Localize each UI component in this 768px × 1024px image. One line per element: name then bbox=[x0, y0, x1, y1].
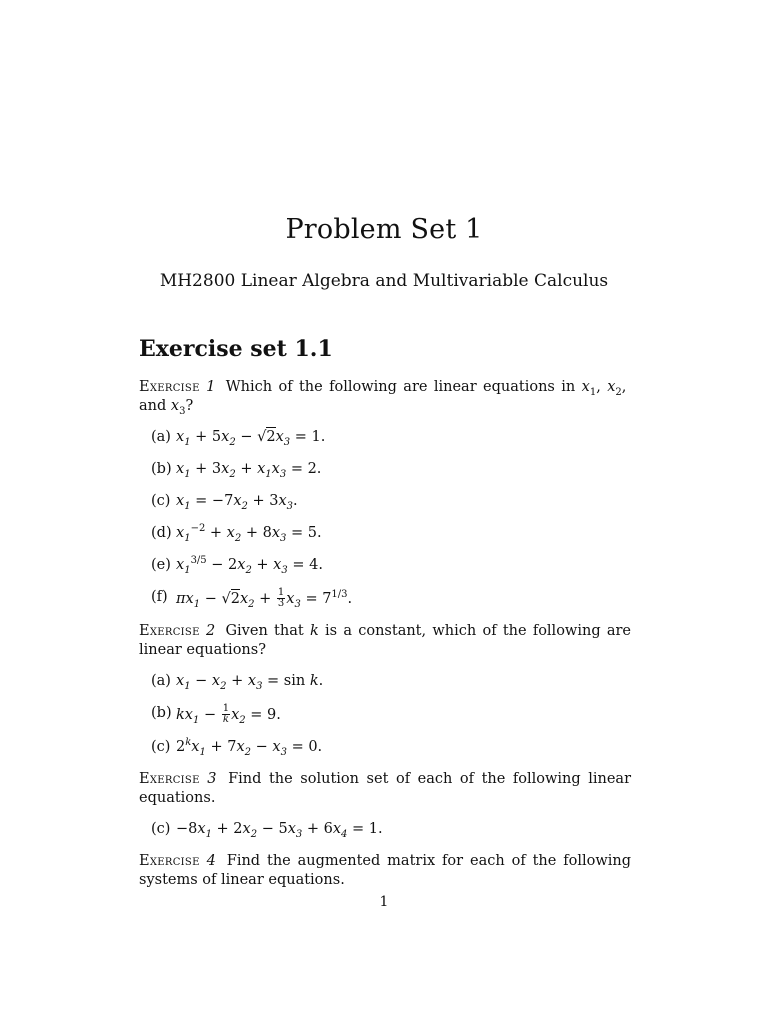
exercise-list bbox=[139, 378, 631, 890]
exercise-3 bbox=[139, 770, 631, 808]
list-item: (b) $x_1 + 3x_2 + x_1x_3 = 2$. bbox=[151, 461, 322, 480]
section-heading: Exercise set 1.1 bbox=[139, 336, 333, 362]
exercise-prompt: Find the solution set of each of the following linear equations. bbox=[139, 771, 632, 806]
list-item: (e) $x_1^{3/5} - 2x_2 + x_3 = 4$. bbox=[151, 555, 323, 576]
exercise-number: 2 bbox=[205, 623, 216, 639]
exercise-2-items bbox=[139, 672, 631, 757]
course-subtitle: MH2800 Linear Algebra and Multivariable Calculus bbox=[159, 271, 609, 291]
exercise-label: Exercise bbox=[139, 379, 200, 395]
exercise-number: 3 bbox=[207, 771, 217, 787]
exercise-1-items bbox=[139, 428, 631, 609]
exercise-4 bbox=[139, 852, 631, 890]
list-item: (c) $x_1 = -7x_2 + 3x_3$. bbox=[151, 493, 298, 512]
exercise-label: Exercise bbox=[139, 771, 200, 787]
list-item: (a) $x_1 - x_2 + x_3 = \sin k$. bbox=[151, 673, 324, 692]
exercise-2 bbox=[139, 622, 631, 660]
exercise-1 bbox=[139, 378, 631, 416]
exercise-label: Exercise bbox=[139, 853, 200, 869]
list-item: (c) $2^kx_1 + 7x_2 - x_3 = 0$. bbox=[151, 737, 323, 758]
exercise-3-items bbox=[139, 820, 631, 839]
exercise-number: 1 bbox=[206, 379, 216, 395]
list-item: (b) $kx_1$ − $\frac{1}{k}$ $x_2 = 9$. bbox=[151, 703, 281, 726]
list-item: (a) $x_1 + 5x_2 - √2x_3 = 1$. bbox=[151, 429, 326, 448]
exercise-label: Exercise bbox=[139, 623, 200, 639]
list-item: (f) $\pi x_1 - √2x_2$ + $\frac{1}{3}$ $x_3 = 7^{1/3}$. bbox=[151, 587, 353, 610]
list-item: (d) $x_1^{-2} + x_2 + 8x_3 = 5$. bbox=[151, 523, 322, 544]
page-number: 1 bbox=[379, 894, 389, 910]
exercise-prompt: Which of the following are linear equations in $x_1$, $x_2$, and $x_3$? bbox=[139, 379, 631, 417]
page-title: Problem Set 1 bbox=[285, 214, 483, 245]
exercise-prompt: Given that k is a constant, which of the following are linear equations? bbox=[139, 623, 632, 658]
exercise-number: 4 bbox=[206, 853, 216, 869]
exercise-prompt: Find the augmented matrix for each of the following systems of linear equations. bbox=[139, 853, 632, 888]
list-item: (c) $-8x_1 + 2x_2 - 5x_3 + 6x_4 = 1$. bbox=[151, 821, 383, 840]
